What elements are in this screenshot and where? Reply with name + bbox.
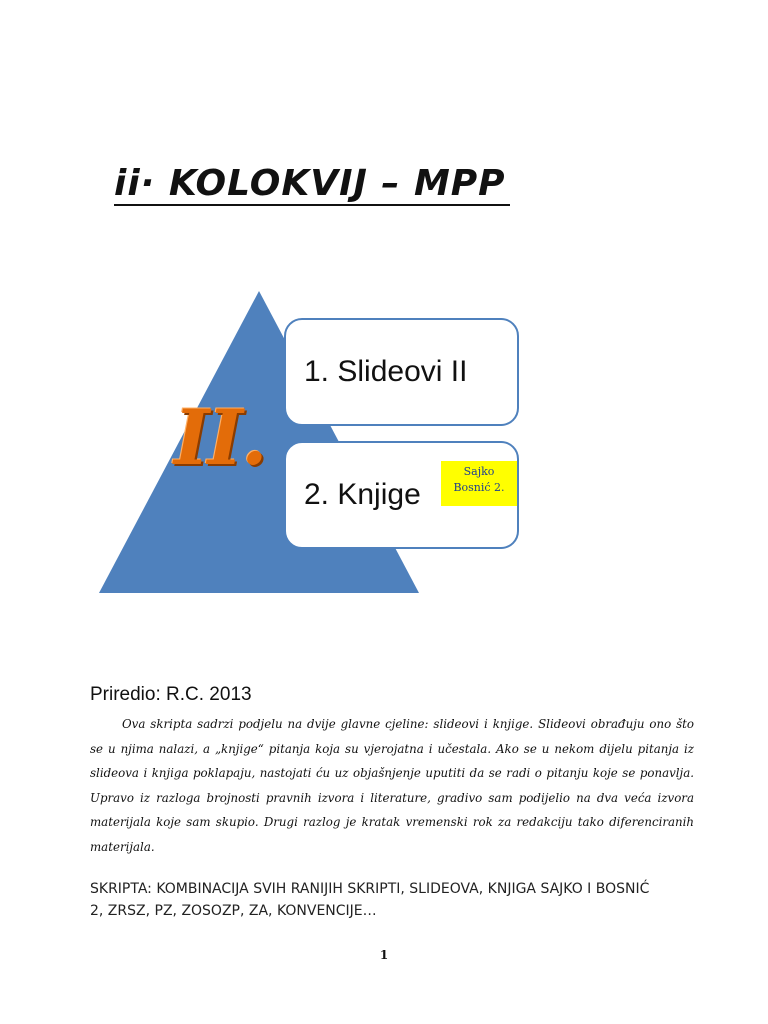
page-number: 1 [379,948,389,962]
author-sticker [441,461,517,506]
sticker-line2: Bosnić 2. [453,481,505,494]
item2-label: 2. Knjige [304,478,421,511]
author-line: Priredio: R.C. 2013 [90,684,252,705]
sticker-line1: Sajko [463,465,495,478]
intro-paragraph: Ova skripta sadrzi podjelu na dvije glavne cjeline: slideovi i knjige. Slideovi obrađuju ono što se u njima nalazi, a „knjige“ pitanja koja su vjerojatna i učestala. Ako se u nekom dijelu pitanja iz slideova i knjiga poklapaju, nastojati ću uz objašnjenje uputiti da se radi o pitanju koje se ponavlja. Upravo iz razloga brojnosti pravnih izvora i literature, gradivo sam podijelio na dva veća izvora materijala koje sam skupio. Drugi razlog je kratak vremenski rok za redakciju tako diferenciranih materijala. [90,717,694,854]
skripta-note: SKRIPTA: KOMBINACIJA SVIH RANIJIH SKRIPTI, SLIDEOVA, KNJIGA SAJKO I BOSNIĆ 2, ZRSZ, PZ, ZOSOZP, ZA, KONVENCIJE… [90,881,650,919]
document-title: ii· KOLOKVIJ – MPP [114,164,510,206]
roman-numeral-badge: II. [174,393,266,482]
diagram-item-slideovi [284,318,519,426]
item1-label: 1. Slideovi II [304,355,468,388]
